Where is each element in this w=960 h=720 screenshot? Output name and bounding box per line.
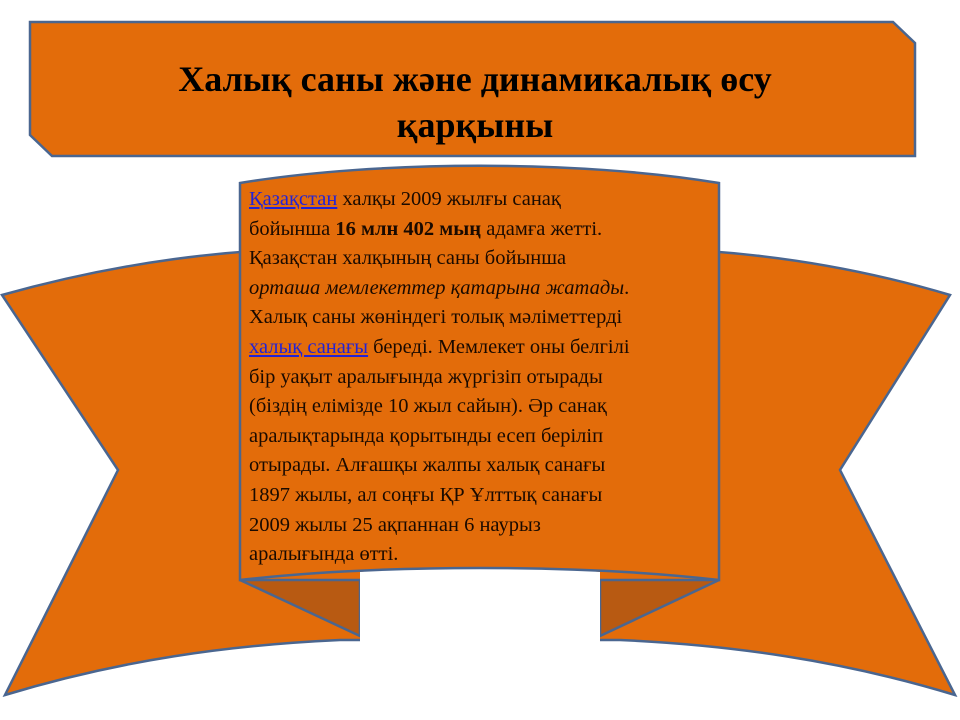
- ribbon-gap: [360, 567, 600, 642]
- body-line-2-post: адамға жетті.: [481, 217, 603, 240]
- body-line-12: 2009 жылы 25 ақпаннан 6 наурыз: [249, 513, 541, 536]
- census-link[interactable]: халық санағы: [249, 335, 369, 358]
- body-line-6-post: береді. Мемлекет оны белгілі: [368, 335, 630, 358]
- slide-title-line-2: қарқыны: [396, 105, 554, 145]
- slide-title-line-1: Халық саны және динамикалық өсу: [178, 59, 772, 99]
- body-line-7: бір уақыт аралығында жүргізіп отырады: [249, 365, 603, 388]
- body-line-10: отырады. Алғашқы жалпы халық санағы: [249, 454, 606, 477]
- body-line-3: Қазақстан халқының саны бойынша: [249, 247, 567, 270]
- body-line-6: [249, 333, 719, 363]
- body-line-9: аралықтарында қорытынды есеп беріліп: [249, 424, 604, 447]
- population-figure: 16 млн 402 мың: [335, 217, 482, 240]
- body-line-5: Халық саны жөніндегі толық мәліметтерді: [249, 306, 623, 329]
- body-line-1: [249, 185, 719, 215]
- body-line-2-pre: бойынша: [249, 217, 336, 240]
- body-line-2: [249, 215, 719, 245]
- body-line-13: аралығында өтті.: [249, 543, 399, 566]
- body-text: [249, 185, 719, 570]
- body-line-11: 1897 жылы, ал соңғы ҚР Ұлттық санағы: [249, 483, 603, 506]
- body-line-4-post: .: [624, 276, 630, 299]
- body-line-8: (біздің елімізде 10 жыл сайын). Әр санақ: [249, 395, 607, 418]
- slide-title: [40, 56, 910, 148]
- body-line-4-italic: орташа мемлекеттер қатарына жатады: [249, 276, 625, 299]
- body-line-4: [249, 274, 719, 304]
- kazakhstan-link[interactable]: Қазақстан: [249, 188, 338, 210]
- body-line-1-text: халқы 2009 жылғы санақ: [337, 188, 561, 210]
